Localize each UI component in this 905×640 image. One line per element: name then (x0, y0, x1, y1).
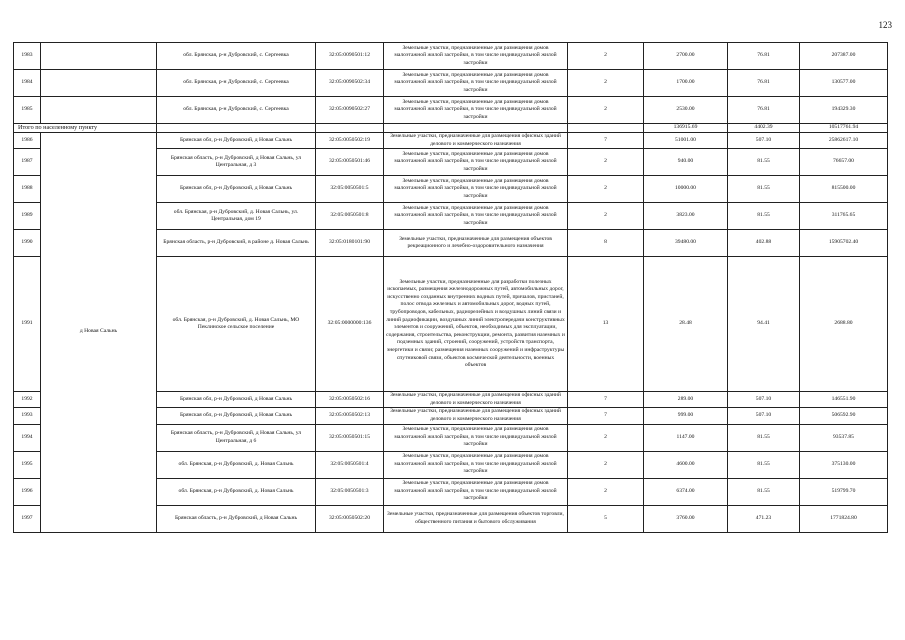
area-value: 10000.00 (644, 176, 728, 203)
land-use-description: Земельные участки, предназначенные для размещения офисных зданий делового и коммерческого назначения (384, 133, 568, 149)
table-row (14, 97, 888, 124)
cadastral-number: 32:05:0090501:12 (316, 43, 384, 70)
land-use-description: Земельные участки, предназначенные для размещения домов малоэтажной жилой застройки, в том числе индивидуальной жилой застройки (384, 424, 568, 451)
cadastral-number: 32:05:0050502:16 (316, 392, 384, 408)
land-use-description: Земельные участки, предназначенные для размещения домов малоэтажной жилой застройки, в том числе индивидуальной жилой застройки (384, 97, 568, 124)
land-use-description: Земельные участки, предназначенные для размещения домов малоэтажной жилой застройки, в том числе индивидуальной жилой застройки (384, 478, 568, 505)
usage-group: 7 (568, 408, 644, 424)
page-number: 123 (878, 20, 892, 30)
area-value: 28.48 (644, 257, 728, 392)
usage-group: 13 (568, 257, 644, 392)
usage-group: 2 (568, 451, 644, 478)
specific-value: 76.81 (728, 43, 800, 70)
land-use-description: Земельные участки, предназначенные для размещения домов малоэтажной жилой застройки, в том числе индивидуальной жилой застройки (384, 70, 568, 97)
table-body-subtotal (14, 124, 888, 133)
specific-value: 507.10 (728, 408, 800, 424)
area-value: 3760.00 (644, 505, 728, 532)
specific-value: 81.55 (728, 203, 800, 230)
address-cell: обл. Брянская, р-н Дубровский, д. Новая Сальнь, ул. Центральная, дом 19 (157, 203, 316, 230)
specific-value: 81.55 (728, 176, 800, 203)
address-cell: обл. Брянская, р-н Дубровский, с. Сергеевка (157, 43, 316, 70)
cadastral-value: 2688.80 (800, 257, 888, 392)
address-cell: Брянская обл, р-н Дубровский, д Новая Сальнь (157, 408, 316, 424)
land-use-description: Земельные участки, предназначенные для размещения офисных зданий делового и коммерческого назначения (384, 408, 568, 424)
cadastral-value: 519799.70 (800, 478, 888, 505)
cadastral-value: 76657.00 (800, 149, 888, 176)
cadastral-value: 25862617.10 (800, 133, 888, 149)
land-use-description: Земельные участки, предназначенные для размещения офисных зданий делового и коммерческого назначения (384, 392, 568, 408)
row-number: 1989 (14, 203, 41, 230)
area-value: 1147.00 (644, 424, 728, 451)
row-number: 1991 (14, 257, 41, 392)
cadastral-value: 207387.00 (800, 43, 888, 70)
cadastral-number: 32:05:0180101:90 (316, 230, 384, 257)
area-value: 6374.00 (644, 478, 728, 505)
cadastral-number: 32:05:0090502:27 (316, 97, 384, 124)
row-number: 1983 (14, 43, 41, 70)
cadastral-value: 815500.00 (800, 176, 888, 203)
cadastral-number: 32:05:0050502:19 (316, 133, 384, 149)
address-cell: Брянская область, р-н Дубровский, д Новая Сальнь, ул Центральная, д 3 (157, 149, 316, 176)
row-number: 1993 (14, 408, 41, 424)
land-use-description: Земельные участки, предназначенные для размещения домов малоэтажной жилой застройки, в том числе индивидуальной жилой застройки (384, 43, 568, 70)
specific-value: 76.81 (728, 70, 800, 97)
row-number: 1984 (14, 70, 41, 97)
land-use-description: Земельные участки, предназначенные для размещения домов малоэтажной жилой застройки, в том числе индивидуальной жилой застройки (384, 451, 568, 478)
cadastral-number: 32:05:0050501:46 (316, 149, 384, 176)
usage-group: 2 (568, 149, 644, 176)
usage-group: 2 (568, 424, 644, 451)
cadastral-number: 32:05:0000000:136 (316, 257, 384, 392)
area-value: 2700.00 (644, 43, 728, 70)
specific-value: 507.10 (728, 392, 800, 408)
specific-value: 81.55 (728, 451, 800, 478)
subtotal-empty-cell (384, 124, 568, 133)
address-cell: Брянская обл, р-н Дубровский, д Новая Сальнь (157, 133, 316, 149)
usage-group: 2 (568, 97, 644, 124)
subtotal-empty-cell (316, 124, 384, 133)
area-value: 940.00 (644, 149, 728, 176)
row-number: 1996 (14, 478, 41, 505)
usage-group: 8 (568, 230, 644, 257)
row-number: 1985 (14, 97, 41, 124)
table-body-section-b (14, 133, 888, 533)
cadastral-value-table (13, 42, 888, 533)
area-value: 3823.00 (644, 203, 728, 230)
cadastral-number: 32:05:0090502:34 (316, 70, 384, 97)
specific-value: 76.81 (728, 97, 800, 124)
usage-group: 2 (568, 70, 644, 97)
table-row (14, 43, 888, 70)
row-number: 1990 (14, 230, 41, 257)
specific-value: 81.55 (728, 424, 800, 451)
usage-group: 2 (568, 203, 644, 230)
settlement-cell (41, 43, 157, 70)
address-cell: обл. Брянская, р-н Дубровский, д. Новая Сальнь, МО Пеклинское сельское поселение (157, 257, 316, 392)
row-number: 1994 (14, 424, 41, 451)
land-use-description: Земельные участки, предназначенные для размещения домов малоэтажной жилой застройки, в том числе индивидуальной жилой застройки (384, 149, 568, 176)
cadastral-value: 194329.30 (800, 97, 888, 124)
settlement-name: д Новая Сальнь (41, 133, 157, 533)
cadastral-value: 311765.65 (800, 203, 888, 230)
area-value: 4600.00 (644, 451, 728, 478)
address-cell: Брянская область, р-н Дубровский, д Новая Сальнь, ул Центральная, д 6 (157, 424, 316, 451)
land-use-description: Земельные участки, предназначенные для размещения домов малоэтажной жилой застройки, в том числе индивидуальной жилой застройки (384, 176, 568, 203)
usage-group: 2 (568, 176, 644, 203)
usage-group: 7 (568, 392, 644, 408)
table-body-section-a (14, 43, 888, 124)
settlement-cell (41, 70, 157, 97)
area-value: 39480.00 (644, 230, 728, 257)
specific-value: 81.55 (728, 149, 800, 176)
row-number: 1986 (14, 133, 41, 149)
land-use-description: Земельные участки, предназначенные для разработки полезных ископаемых, размещения железнодорожных путей, автомобильных дорог, искусственно созданных внутренних водных путей, причалов, пристаней, полос отвода железных и автомобильных дорог, водных путей, трубопроводов, кабельных, радиорелейных и воздушных линий связи и линий радиофикации, воздушных линий электропередачи конструктивных элементов и сооружений, объектов, необходимых для эксплуатации, содержания, строительства, реконструкции, ремонта, развития наземных и подземных зданий, строений, сооружений, устройств транспорта, энергетики и связи; размещения наземных сооружений и инфраструктуры спутниковой связи, объектов космической деятельности, военных объектов (384, 257, 568, 392)
usage-group: 5 (568, 505, 644, 532)
cadastral-number: 32:05:0050501:8 (316, 203, 384, 230)
land-use-description: Земельные участки, предназначенные для размещения объектов рекреационного и лечебно-оздоровительного назначения (384, 230, 568, 257)
cadastral-value: 375130.00 (800, 451, 888, 478)
land-use-description: Земельные участки, предназначенные для размещения домов малоэтажной жилой застройки, в том числе индивидуальной жилой застройки (384, 203, 568, 230)
area-value: 1700.00 (644, 70, 728, 97)
address-cell: Брянская область, р-н Дубровский, д Новая Сальнь (157, 505, 316, 532)
address-cell: обл. Брянская, р-н Дубровский, с. Сергеевка (157, 70, 316, 97)
cadastral-number: 32:05:0050502:13 (316, 408, 384, 424)
address-cell: обл. Брянская, р-н Дубровский, д. Новая Сальнь (157, 478, 316, 505)
table-row (14, 133, 888, 149)
cadastral-number: 32:05:0050501:3 (316, 478, 384, 505)
specific-value: 94.41 (728, 257, 800, 392)
cadastral-number: 32:05:0050501:15 (316, 424, 384, 451)
row-number: 1988 (14, 176, 41, 203)
address-cell: обл. Брянская, р-н Дубровский, с. Сергеевка (157, 97, 316, 124)
row-number: 1997 (14, 505, 41, 532)
cadastral-value: 506592.90 (800, 408, 888, 424)
cadastral-value: 1771824.80 (800, 505, 888, 532)
subtotal-area: 136915.69 (644, 124, 728, 133)
usage-group: 7 (568, 133, 644, 149)
address-cell: Брянская обл, р-н Дубровский, д Новая Сальнь (157, 392, 316, 408)
specific-value: 81.55 (728, 478, 800, 505)
area-value: 2530.00 (644, 97, 728, 124)
address-cell: обл. Брянская, р-н Дубровский, д. Новая Сальнь (157, 451, 316, 478)
row-number: 1995 (14, 451, 41, 478)
area-value: 999.00 (644, 408, 728, 424)
subtotal-label: Итого по населенному пункту (14, 124, 157, 133)
area-value: 51001.00 (644, 133, 728, 149)
cadastral-number: 32:05:0050502:20 (316, 505, 384, 532)
usage-group: 2 (568, 43, 644, 70)
area-value: 289.00 (644, 392, 728, 408)
cadastral-value: 15905702.40 (800, 230, 888, 257)
subtotal-value: 10517761.94 (800, 124, 888, 133)
subtotal-rate: 4402.39 (728, 124, 800, 133)
cadastral-number: 32:05:0050501:5 (316, 176, 384, 203)
subtotal-row (14, 124, 888, 133)
usage-group: 2 (568, 478, 644, 505)
specific-value: 471.23 (728, 505, 800, 532)
row-number: 1992 (14, 392, 41, 408)
specific-value: 507.10 (728, 133, 800, 149)
cadastral-number: 32:05:0050501:4 (316, 451, 384, 478)
cadastral-value: 93537.85 (800, 424, 888, 451)
cadastral-value: 146551.90 (800, 392, 888, 408)
address-cell: Брянская обл, р-н Дубровский, д Новая Сальнь (157, 176, 316, 203)
land-use-description: Земельные участки, предназначенные для размещения объектов торговли, общественного питания и бытового обслуживания (384, 505, 568, 532)
specific-value: 402.88 (728, 230, 800, 257)
subtotal-empty-cell (568, 124, 644, 133)
table-row (14, 70, 888, 97)
address-cell: Брянская область, р-н Дубровский, в районе д. Новая Сальнь (157, 230, 316, 257)
row-number: 1987 (14, 149, 41, 176)
subtotal-empty-cell (157, 124, 316, 133)
cadastral-value: 130577.00 (800, 70, 888, 97)
settlement-cell (41, 97, 157, 124)
